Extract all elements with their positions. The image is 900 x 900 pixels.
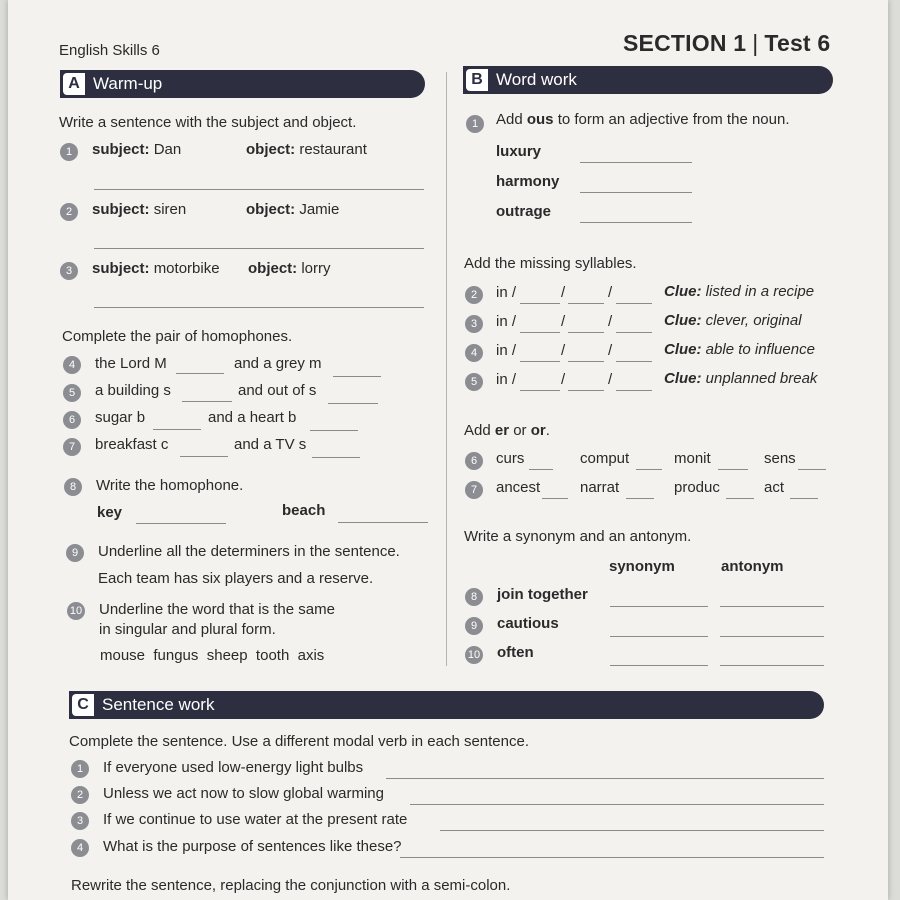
section-test-heading	[623, 30, 830, 57]
word-stem: ancest	[496, 479, 541, 496]
question-number: 1	[71, 760, 89, 778]
instruction: Add the missing syllables.	[464, 255, 637, 272]
slash: /	[561, 342, 566, 359]
slash: /	[561, 284, 566, 301]
homophone-a: a building s	[95, 382, 171, 399]
answer-line[interactable]	[386, 778, 824, 779]
slash: /	[561, 313, 566, 330]
section-letter: C	[72, 694, 94, 716]
question-number: 8	[465, 588, 483, 606]
slash: /	[608, 284, 613, 301]
answer-line[interactable]	[333, 376, 381, 377]
question-number: 2	[60, 203, 78, 221]
test-label: Test 6	[764, 30, 831, 56]
word: often	[497, 644, 534, 661]
syllable-start: in /	[496, 342, 517, 359]
object: object: restaurant	[246, 141, 367, 158]
section-letter: A	[63, 73, 85, 95]
answer-line[interactable]	[180, 456, 228, 457]
question-text: What is the purpose of sentences like these?	[103, 838, 402, 855]
answer-line[interactable]	[616, 361, 652, 362]
homophone-a: the Lord M	[95, 355, 167, 372]
answer-line[interactable]	[542, 498, 568, 499]
instruction: Add ous to form an adjective from the noun.	[496, 111, 790, 128]
word-stem: produc	[674, 479, 720, 496]
section-a-banner	[60, 70, 425, 98]
slash: /	[608, 371, 613, 388]
question-number: 9	[66, 544, 84, 562]
answer-line[interactable]	[182, 401, 232, 402]
answer-line[interactable]	[580, 192, 692, 193]
answer-line[interactable]	[790, 498, 818, 499]
object: object: lorry	[248, 260, 331, 277]
instruction: Complete the sentence. Use a different modal verb in each sentence.	[69, 733, 529, 750]
book-title: English Skills 6	[59, 42, 160, 59]
answer-line[interactable]	[520, 390, 560, 391]
section-title: Sentence work	[102, 695, 215, 714]
question-number: 6	[63, 411, 81, 429]
sentence-start: Unless we act now to slow global warming	[103, 785, 384, 802]
question-number: 5	[465, 373, 483, 391]
homophone-a: sugar b	[95, 409, 146, 426]
antonym-line[interactable]	[720, 606, 824, 607]
sentence[interactable]: Each team has six players and a reserve.	[98, 570, 374, 587]
answer-line[interactable]	[338, 522, 428, 523]
word: beach	[282, 502, 326, 519]
question-number: 3	[60, 262, 78, 280]
slash: /	[561, 371, 566, 388]
question-number: 3	[71, 812, 89, 830]
homophone-b: and out of s	[238, 382, 317, 399]
question-number: 2	[71, 786, 89, 804]
clue: Clue: clever, original	[664, 312, 802, 329]
sentence-start: If everyone used low-energy light bulbs	[103, 759, 364, 776]
instruction: Write a synonym and an antonym.	[464, 528, 692, 545]
subject: subject: siren	[92, 201, 187, 218]
question-number: 7	[63, 438, 81, 456]
synonym-line[interactable]	[610, 606, 708, 607]
syllable-start: in /	[496, 371, 517, 388]
homophone-b: and a heart b	[208, 409, 297, 426]
answer-line[interactable]	[312, 457, 360, 458]
slash: /	[608, 342, 613, 359]
object: object: Jamie	[246, 201, 340, 218]
answer-line[interactable]	[580, 222, 692, 223]
answer-line[interactable]	[616, 390, 652, 391]
clue: Clue: able to influence	[664, 341, 815, 358]
homophone-b: and a grey m	[234, 355, 322, 372]
section-title: Word work	[496, 70, 577, 89]
syllable-start: in /	[496, 284, 517, 301]
answer-line[interactable]	[400, 857, 824, 858]
instruction: Underline all the determiners in the sentence.	[98, 543, 400, 560]
question-number: 2	[465, 286, 483, 304]
answer-line[interactable]	[520, 332, 560, 333]
section-letter: B	[466, 69, 488, 91]
clue: Clue: unplanned break	[664, 370, 818, 387]
question-number: 4	[63, 356, 81, 374]
word-stem: narrat	[580, 479, 620, 496]
section-c-banner	[69, 691, 824, 719]
answer-line[interactable]	[580, 162, 692, 163]
homophone-b: and a TV s	[234, 436, 307, 453]
instruction-line-2: in singular and plural form.	[99, 621, 276, 638]
question-number: 1	[60, 143, 78, 161]
noun: harmony	[496, 173, 560, 190]
section-b-banner	[463, 66, 833, 94]
question-number: 3	[465, 315, 483, 333]
homophone-a: breakfast c	[95, 436, 169, 453]
answer-line[interactable]	[568, 303, 604, 304]
question-number: 7	[465, 481, 483, 499]
noun: luxury	[496, 143, 542, 160]
separator: |	[752, 30, 759, 56]
answer-line[interactable]	[440, 830, 824, 831]
answer-line[interactable]	[568, 361, 604, 362]
word-stem: sens	[764, 450, 796, 467]
syllable-start: in /	[496, 313, 517, 330]
question-number: 10	[67, 602, 85, 620]
instruction: Write a sentence with the subject and object.	[59, 114, 357, 131]
answer-line[interactable]	[176, 373, 224, 374]
question-number: 8	[64, 478, 82, 496]
answer-line[interactable]	[616, 332, 652, 333]
clue: Clue: listed in a recipe	[664, 283, 815, 300]
section-label: SECTION 1	[623, 30, 747, 56]
question-number: 1	[466, 115, 484, 133]
answer-line[interactable]	[136, 523, 226, 524]
instruction: Complete the pair of homophones.	[62, 328, 293, 345]
noun: outrage	[496, 203, 552, 220]
word: join together	[497, 586, 588, 603]
worksheet-page	[8, 0, 888, 900]
synonym-line[interactable]	[610, 665, 708, 666]
answer-line[interactable]	[636, 469, 662, 470]
question-number: 10	[465, 646, 483, 664]
word-stem: comput	[580, 450, 630, 467]
answer-line[interactable]	[529, 469, 553, 470]
column-header-antonym: antonym	[721, 558, 784, 575]
answer-line[interactable]	[626, 498, 654, 499]
answer-line[interactable]	[520, 361, 560, 362]
instruction: Add er or or.	[464, 422, 550, 439]
question-number: 4	[71, 839, 89, 857]
answer-line[interactable]	[94, 307, 424, 308]
answer-line[interactable]	[568, 390, 604, 391]
word: key	[97, 504, 123, 521]
answer-line[interactable]	[726, 498, 754, 499]
subject: subject: Dan	[92, 141, 182, 158]
answer-line[interactable]	[410, 804, 824, 805]
antonym-line[interactable]	[720, 665, 824, 666]
answer-line[interactable]	[616, 303, 652, 304]
synonym-line[interactable]	[610, 636, 708, 637]
sentence-start: If we continue to use water at the present rate	[103, 811, 408, 828]
column-divider	[446, 72, 447, 666]
answer-line[interactable]	[798, 469, 826, 470]
answer-line[interactable]	[153, 429, 201, 430]
answer-line[interactable]	[94, 248, 424, 249]
section-title: Warm-up	[93, 74, 163, 93]
instruction: Write the homophone.	[96, 477, 244, 494]
instruction: Rewrite the sentence, replacing the conjunction with a semi-colon.	[71, 877, 511, 894]
answer-line[interactable]	[718, 469, 748, 470]
subject: subject: motorbike	[92, 260, 220, 277]
word-stem: act	[764, 479, 785, 496]
word-stem: monit	[674, 450, 711, 467]
word: cautious	[497, 615, 559, 632]
question-number: 5	[63, 384, 81, 402]
word-list[interactable]: mouse fungus sheep tooth axis	[100, 647, 325, 664]
instruction-line-1: Underline the word that is the same	[99, 601, 335, 618]
column-header-synonym: synonym	[609, 558, 675, 575]
answer-line[interactable]	[568, 332, 604, 333]
answer-line[interactable]	[520, 303, 560, 304]
answer-line[interactable]	[94, 189, 424, 190]
question-number: 9	[465, 617, 483, 635]
antonym-line[interactable]	[720, 636, 824, 637]
answer-line[interactable]	[310, 430, 358, 431]
word-stem: curs	[496, 450, 525, 467]
question-number: 6	[465, 452, 483, 470]
slash: /	[608, 313, 613, 330]
answer-line[interactable]	[328, 403, 378, 404]
question-number: 4	[465, 344, 483, 362]
